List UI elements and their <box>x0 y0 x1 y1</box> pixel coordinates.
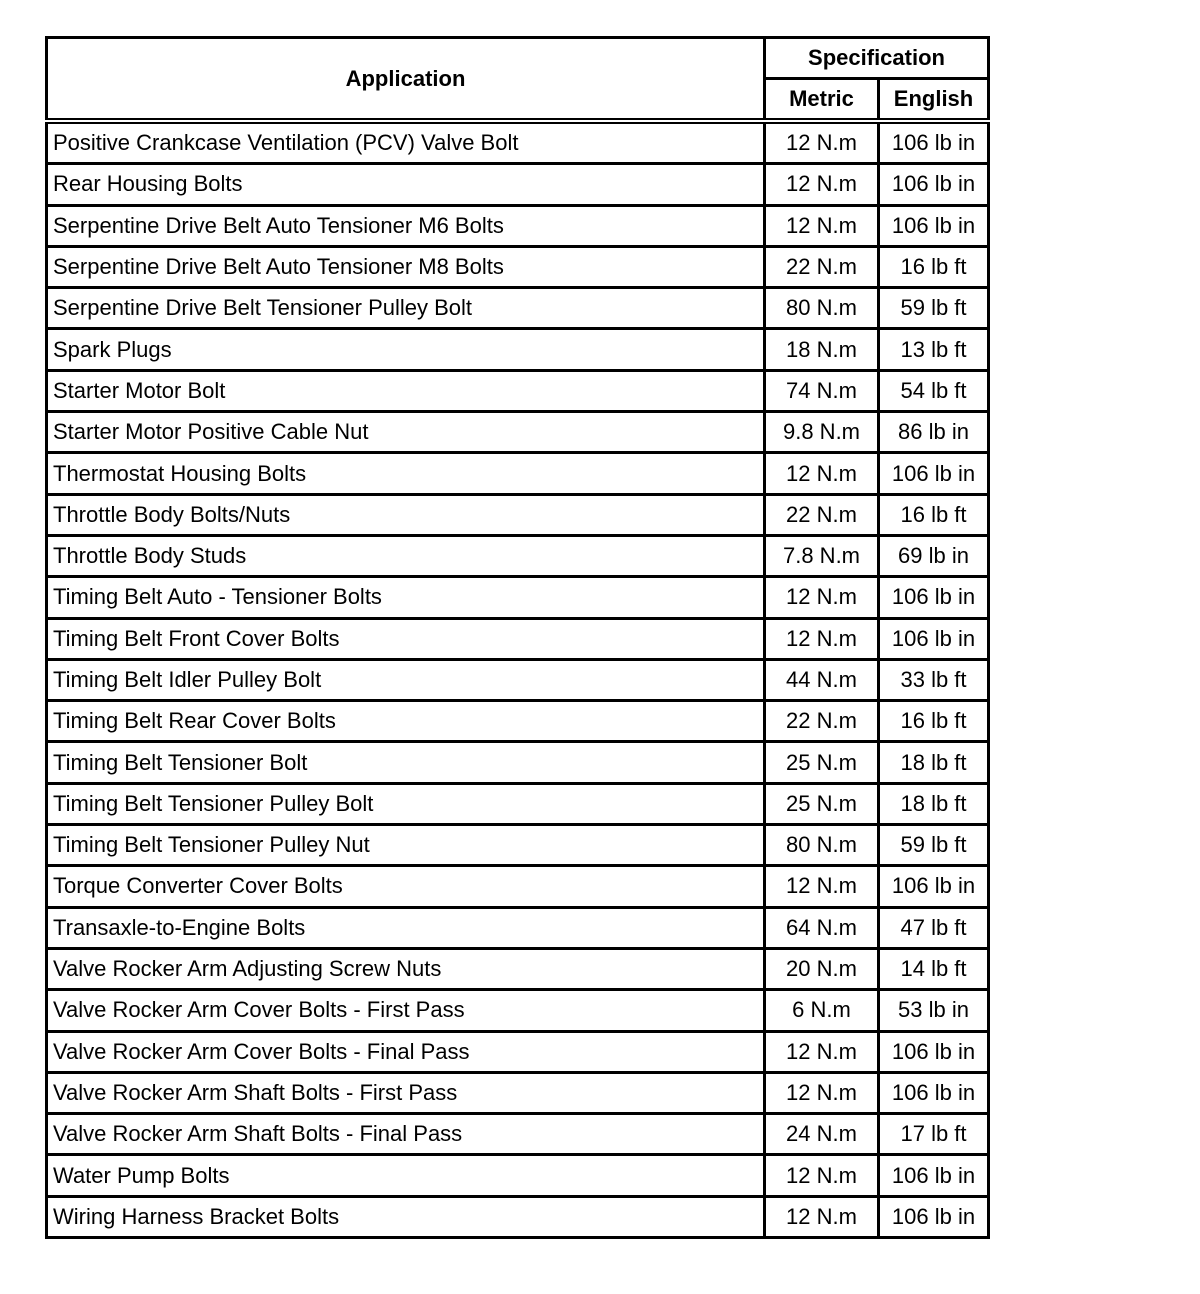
application-cell: Serpentine Drive Belt Auto Tensioner M8 Bolts <box>47 246 765 287</box>
application-cell: Timing Belt Auto - Tensioner Bolts <box>47 577 765 618</box>
table-row <box>47 494 989 535</box>
table-row <box>47 783 989 824</box>
english-cell: 106 lb in <box>879 205 989 246</box>
english-cell: 16 lb ft <box>879 701 989 742</box>
metric-cell: 12 N.m <box>765 164 879 205</box>
header-specification: Specification <box>765 38 989 79</box>
english-cell: 16 lb ft <box>879 494 989 535</box>
metric-cell: 25 N.m <box>765 742 879 783</box>
application-cell: Starter Motor Bolt <box>47 370 765 411</box>
english-cell: 16 lb ft <box>879 246 989 287</box>
application-cell: Valve Rocker Arm Shaft Bolts - First Pass <box>47 1072 765 1113</box>
metric-cell: 22 N.m <box>765 246 879 287</box>
torque-spec-table <box>45 36 990 1239</box>
metric-cell: 24 N.m <box>765 1114 879 1155</box>
table-row <box>47 990 989 1031</box>
english-cell: 13 lb ft <box>879 329 989 370</box>
table-row <box>47 1196 989 1237</box>
metric-cell: 18 N.m <box>765 329 879 370</box>
application-cell: Starter Motor Positive Cable Nut <box>47 412 765 453</box>
table-row <box>47 1114 989 1155</box>
application-cell: Throttle Body Bolts/Nuts <box>47 494 765 535</box>
table-row <box>47 742 989 783</box>
english-cell: 54 lb ft <box>879 370 989 411</box>
english-cell: 106 lb in <box>879 1072 989 1113</box>
metric-cell: 80 N.m <box>765 288 879 329</box>
english-cell: 106 lb in <box>879 1196 989 1237</box>
application-cell: Timing Belt Idler Pulley Bolt <box>47 659 765 700</box>
table-row <box>47 825 989 866</box>
metric-cell: 12 N.m <box>765 1072 879 1113</box>
english-cell: 106 lb in <box>879 453 989 494</box>
metric-cell: 12 N.m <box>765 1155 879 1196</box>
table-row <box>47 205 989 246</box>
english-cell: 17 lb ft <box>879 1114 989 1155</box>
metric-cell: 44 N.m <box>765 659 879 700</box>
english-cell: 106 lb in <box>879 1155 989 1196</box>
table-row <box>47 1155 989 1196</box>
application-cell: Timing Belt Tensioner Pulley Nut <box>47 825 765 866</box>
table-row <box>47 288 989 329</box>
english-cell: 18 lb ft <box>879 783 989 824</box>
metric-cell: 12 N.m <box>765 866 879 907</box>
application-cell: Throttle Body Studs <box>47 535 765 576</box>
english-cell: 106 lb in <box>879 866 989 907</box>
metric-cell: 22 N.m <box>765 494 879 535</box>
table-row <box>47 866 989 907</box>
table-row <box>47 329 989 370</box>
metric-cell: 12 N.m <box>765 1196 879 1237</box>
english-cell: 18 lb ft <box>879 742 989 783</box>
english-cell: 59 lb ft <box>879 825 989 866</box>
metric-cell: 12 N.m <box>765 577 879 618</box>
application-cell: Timing Belt Tensioner Pulley Bolt <box>47 783 765 824</box>
table-row <box>47 1031 989 1072</box>
application-cell: Timing Belt Rear Cover Bolts <box>47 701 765 742</box>
table-row <box>47 948 989 989</box>
english-cell: 47 lb ft <box>879 907 989 948</box>
english-cell: 106 lb in <box>879 618 989 659</box>
english-cell: 106 lb in <box>879 1031 989 1072</box>
english-cell: 14 lb ft <box>879 948 989 989</box>
table-row <box>47 577 989 618</box>
application-cell: Valve Rocker Arm Cover Bolts - First Pass <box>47 990 765 1031</box>
english-cell: 53 lb in <box>879 990 989 1031</box>
table-row <box>47 164 989 205</box>
table-row <box>47 659 989 700</box>
table-row <box>47 618 989 659</box>
metric-cell: 20 N.m <box>765 948 879 989</box>
application-cell: Timing Belt Front Cover Bolts <box>47 618 765 659</box>
metric-cell: 12 N.m <box>765 618 879 659</box>
header-english: English <box>879 79 989 122</box>
metric-cell: 12 N.m <box>765 1031 879 1072</box>
english-cell: 69 lb in <box>879 535 989 576</box>
metric-cell: 12 N.m <box>765 205 879 246</box>
table-row <box>47 453 989 494</box>
application-cell: Timing Belt Tensioner Bolt <box>47 742 765 783</box>
application-cell: Valve Rocker Arm Shaft Bolts - Final Pass <box>47 1114 765 1155</box>
application-cell: Water Pump Bolts <box>47 1155 765 1196</box>
application-cell: Serpentine Drive Belt Tensioner Pulley Bolt <box>47 288 765 329</box>
application-cell: Transaxle-to-Engine Bolts <box>47 907 765 948</box>
application-cell: Serpentine Drive Belt Auto Tensioner M6 Bolts <box>47 205 765 246</box>
table-row <box>47 701 989 742</box>
metric-cell: 22 N.m <box>765 701 879 742</box>
english-cell: 106 lb in <box>879 121 989 164</box>
table-row <box>47 535 989 576</box>
application-cell: Spark Plugs <box>47 329 765 370</box>
metric-cell: 9.8 N.m <box>765 412 879 453</box>
metric-cell: 12 N.m <box>765 121 879 164</box>
english-cell: 86 lb in <box>879 412 989 453</box>
table-row <box>47 907 989 948</box>
application-cell: Positive Crankcase Ventilation (PCV) Valve Bolt <box>47 121 765 164</box>
application-cell: Thermostat Housing Bolts <box>47 453 765 494</box>
metric-cell: 6 N.m <box>765 990 879 1031</box>
application-cell: Torque Converter Cover Bolts <box>47 866 765 907</box>
application-cell: Rear Housing Bolts <box>47 164 765 205</box>
english-cell: 106 lb in <box>879 164 989 205</box>
english-cell: 59 lb ft <box>879 288 989 329</box>
application-cell: Valve Rocker Arm Adjusting Screw Nuts <box>47 948 765 989</box>
english-cell: 106 lb in <box>879 577 989 618</box>
metric-cell: 25 N.m <box>765 783 879 824</box>
table-row <box>47 412 989 453</box>
table-row <box>47 246 989 287</box>
table-row <box>47 1072 989 1113</box>
application-cell: Valve Rocker Arm Cover Bolts - Final Pass <box>47 1031 765 1072</box>
metric-cell: 80 N.m <box>765 825 879 866</box>
metric-cell: 74 N.m <box>765 370 879 411</box>
table-row <box>47 121 989 164</box>
metric-cell: 12 N.m <box>765 453 879 494</box>
table-row <box>47 370 989 411</box>
header-metric: Metric <box>765 79 879 122</box>
metric-cell: 64 N.m <box>765 907 879 948</box>
english-cell: 33 lb ft <box>879 659 989 700</box>
application-cell: Wiring Harness Bracket Bolts <box>47 1196 765 1237</box>
metric-cell: 7.8 N.m <box>765 535 879 576</box>
header-application: Application <box>47 38 765 122</box>
